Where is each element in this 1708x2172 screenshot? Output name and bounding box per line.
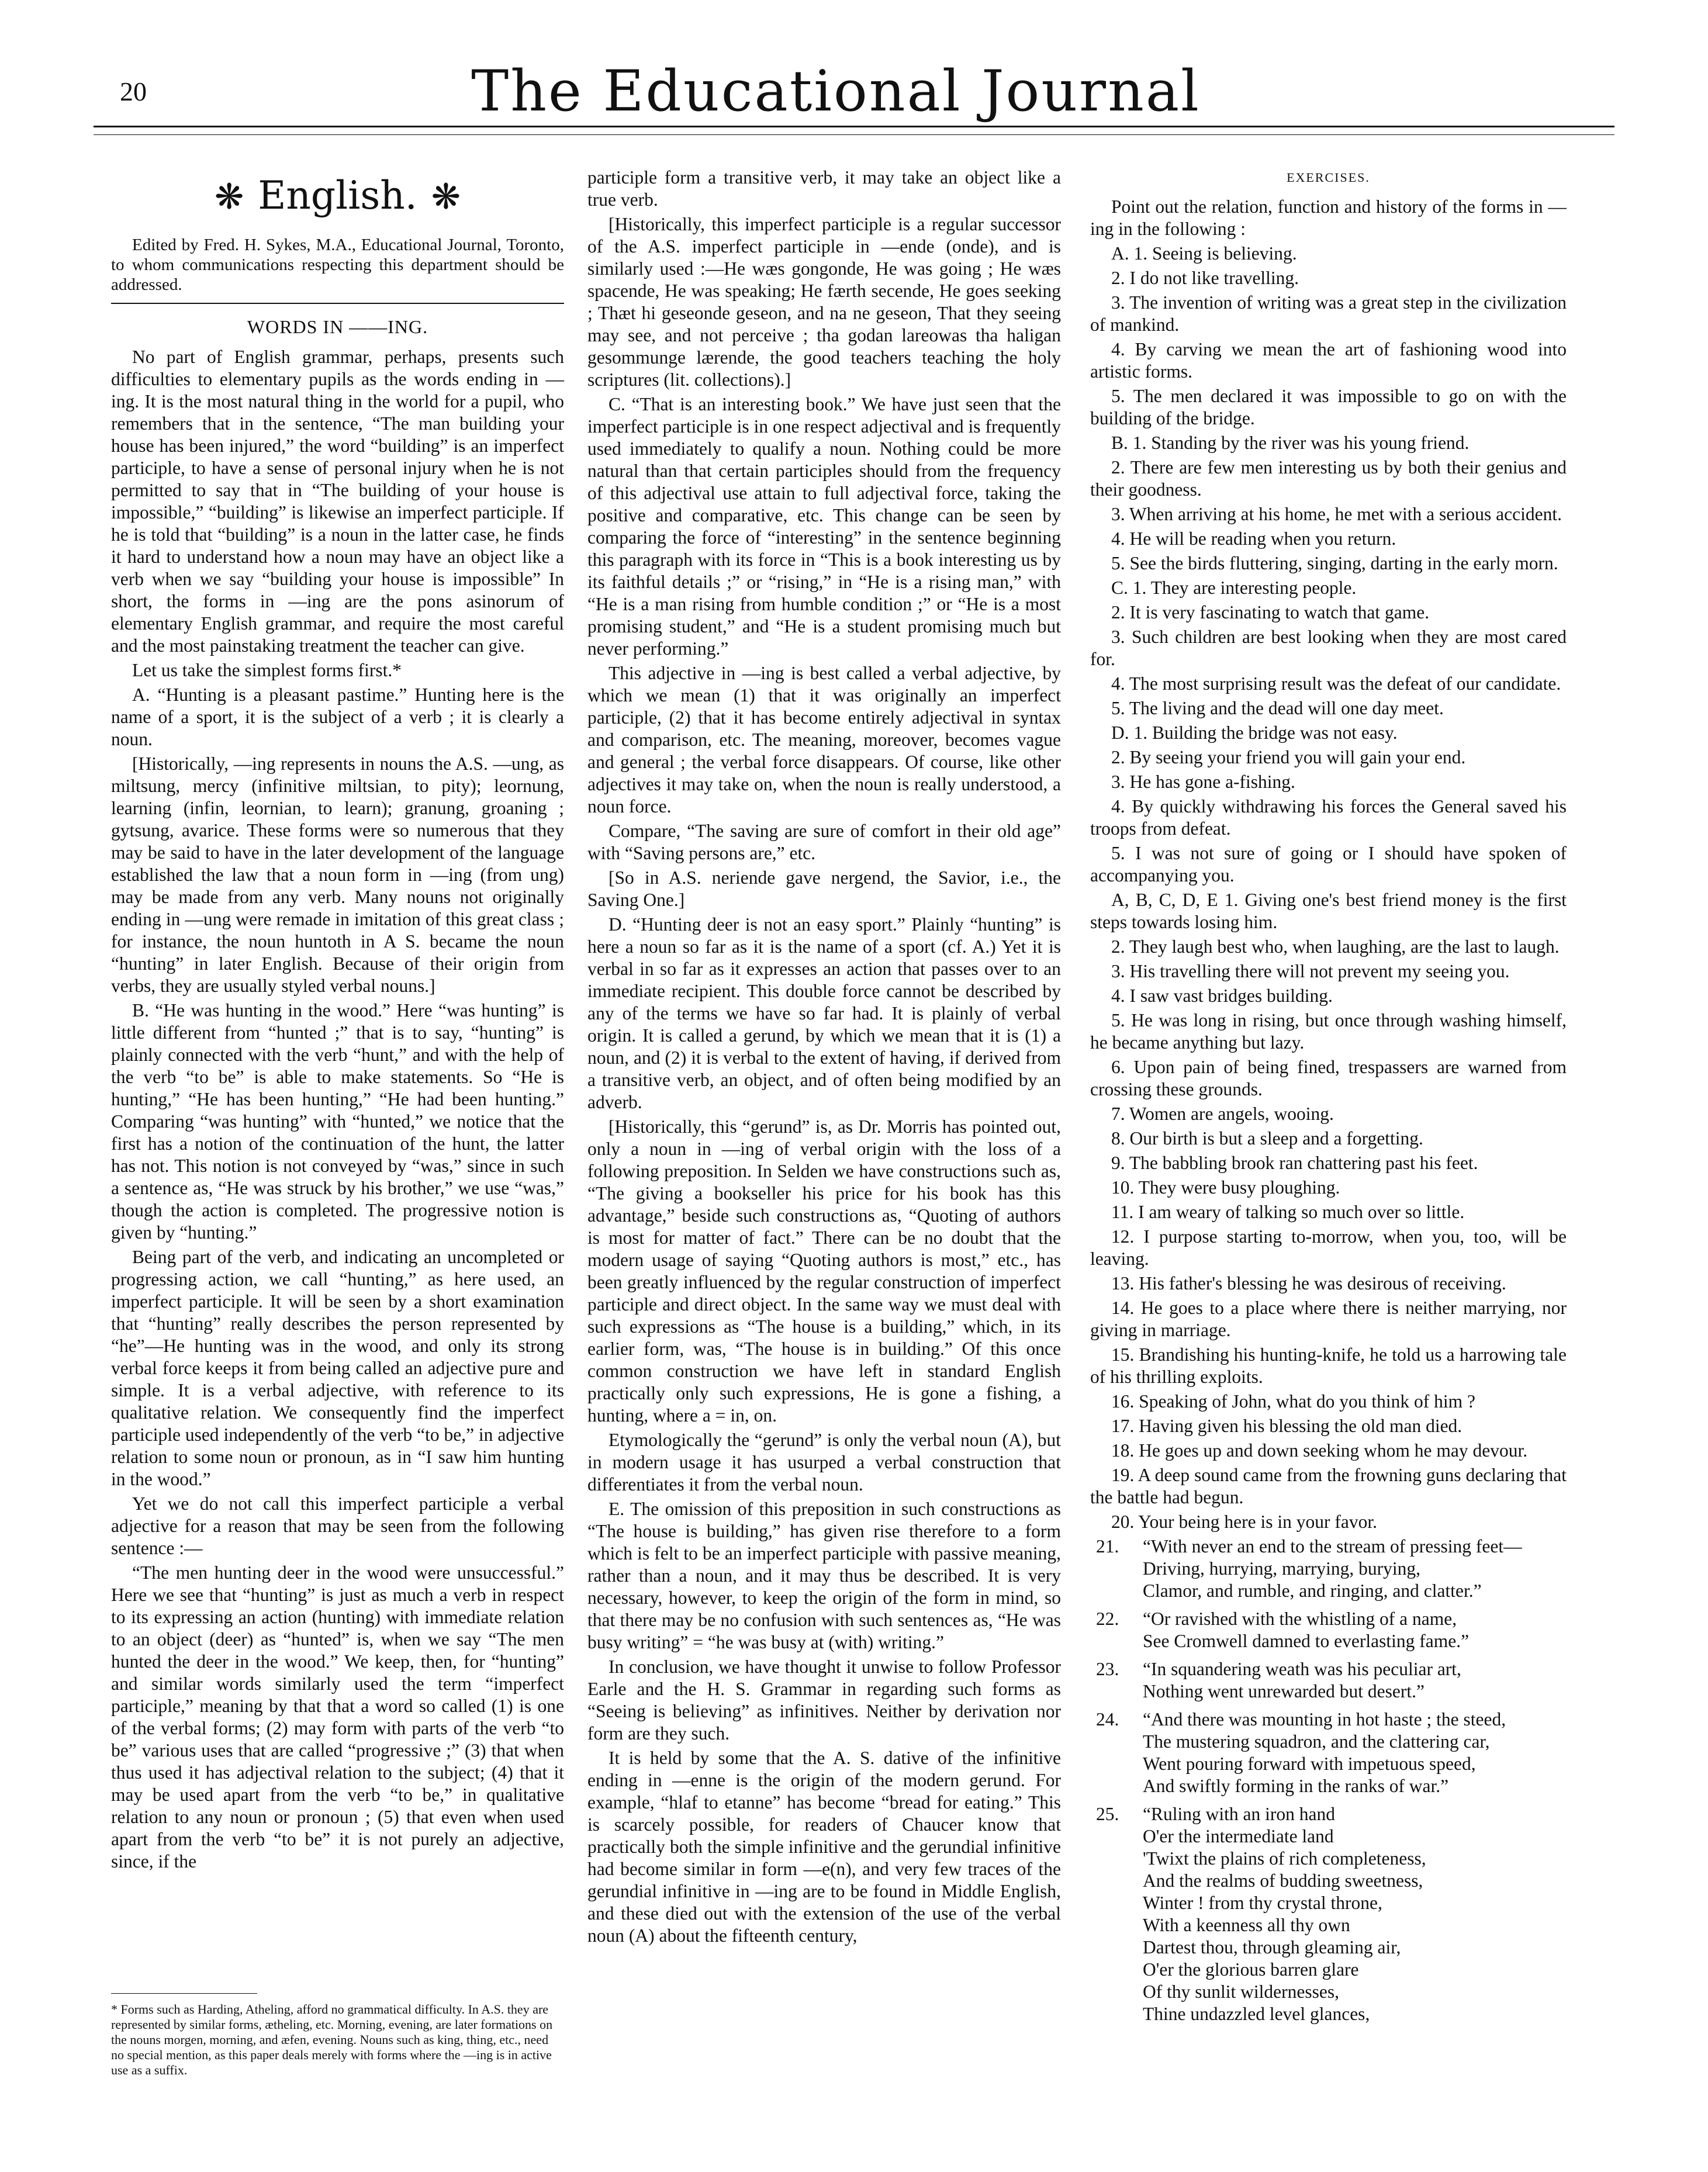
poem-line: 'Twixt the plains of rich completeness, xyxy=(1143,1848,1426,1869)
exercise-item: 16. Speaking of John, what do you think of him ? xyxy=(1111,1391,1475,1412)
poem-text: “In squandering weath was his peculiar art, xyxy=(1143,1659,1461,1679)
article-title: WORDS IN ——ING. xyxy=(247,316,428,337)
poem-line: Dartest thou, through gleaming air, xyxy=(1143,1937,1401,1957)
footnote-rule xyxy=(111,1993,257,1994)
paragraph: Etymologically the “gerund” is only the verbal noun (A), but in modern usage it has usurped a verbal construction that differentiates it from the verbal noun. xyxy=(587,1430,1061,1495)
poem-line xyxy=(1096,1658,1567,1680)
exercise-item: 2. By seeing your friend you will gain your end. xyxy=(1111,747,1466,767)
column-1 xyxy=(111,167,564,1875)
exercise-item: 3. The invention of writing was a great step in the civilization of mankind. xyxy=(1090,292,1567,335)
exercise-item: 4. I saw vast bridges building. xyxy=(1111,985,1333,1006)
footnote: * Forms such as Harding, Atheling, afford no grammatical difficulty. In A.S. they are represented by similar forms, ætheling, etc. Morning, evening, are later formations on the nouns morgen, morning, and æfen, evening. Nouns such as king, thing, etc., need no special mention, as this paper deals merely with forms where the —ing is in active use as a suffix. xyxy=(111,2002,553,2077)
paragraph: Yet we do not call this imperfect participle a verbal adjective for a reason that may be seen from the following sentence :— xyxy=(111,1493,564,1558)
ornament-icon: ❋ xyxy=(214,177,244,217)
exercise-item: 5. I was not sure of going or I should have spoken of accompanying you. xyxy=(1090,843,1567,886)
poem-line: Thine undazzled level glances, xyxy=(1143,2004,1370,2024)
poem-text: “Ruling with an iron hand xyxy=(1143,1804,1335,1824)
poem-exercise xyxy=(1090,1608,1567,1652)
poem-line: And the realms of budding sweetness, xyxy=(1143,1870,1423,1891)
exercise-item: 4. By quickly withdrawing his forces the General saved his troops from defeat. xyxy=(1090,796,1567,839)
poem-line: Clamor, and rumble, and ringing, and clatter.” xyxy=(1143,1580,1482,1601)
paragraph: Let us take the simplest forms first.* xyxy=(132,660,402,680)
paragraph: A. “Hunting is a pleasant pastime.” Hunting here is the name of a sport, it is the subject of a verb ; it is clearly a noun. xyxy=(111,684,564,749)
exercise-item: 13. His father's blessing he was desirous of receiving. xyxy=(1111,1273,1506,1293)
department-title: English. xyxy=(258,173,417,218)
exercise-item: 5. See the birds fluttering, singing, darting in the early morn. xyxy=(1111,553,1558,573)
exercise-item: 2. There are few men interesting us by both their genius and their goodness. xyxy=(1090,457,1567,500)
exercise-item: 5. The men declared it was impossible to go on with the building of the bridge. xyxy=(1090,386,1567,428)
header-rule-thin xyxy=(94,134,1614,135)
exercise-item: 4. The most surprising result was the defeat of our candidate. xyxy=(1111,673,1561,694)
column-3 xyxy=(1090,167,1567,2031)
divider xyxy=(111,303,564,304)
paragraph: B. “He was hunting in the wood.” Here “was hunting” is little different from “hunted ;” that is to say, “hunting” is plainly connected with the verb “hunt,” and with the help of the verb “to be” is able to make statements. So “He is hunting,” “He has been hunting,” “He had been hunting.” Comparing “was hunting” with “hunted,” we notice that the first has a notion of the continuation of the hunt, the latter has not. This notion is not conveyed by “was,” since in such a sentence as, “He was struck by his brother,” we use “was,” though the action is completed. The progressive notion is given by “hunting.” xyxy=(111,1000,564,1243)
exercise-item: 8. Our birth is but a sleep and a forgetting. xyxy=(1111,1128,1423,1149)
paragraph: In conclusion, we have thought it unwise to follow Professor Earle and the H. S. Grammar in regarding such forms as “Seeing is believing” as infinitives. Neither by derivation nor form are they such. xyxy=(587,1656,1061,1744)
paragraph: E. The omission of this preposition in such constructions as “The house is building,” has given rise therefore to a form which is felt to be an imperfect participle with passive meaning, rather than a noun, and it may thus be described. It is very necessary, however, to keep the origin of the form in mind, so that there may be no confusion with such sentences as, “He was busy writing” = “he was busy at (with) writing.” xyxy=(587,1499,1061,1652)
paragraph: [Historically, this imperfect participle is a regular successor of the A.S. imperfect participle in —ende (onde), and is similarly used :—He wæs gongonde, He was going ; He wæs spacende, He was speaking; He færth secende, He goes seeking ; Thæt hi geseonde geseon, and na ne geseon, That they seeing may see, and not perceive ; tha godan lareowas tha haligan gesommunge lærende, the good teachers teaching the holy scriptures (lit. collections).] xyxy=(587,214,1061,390)
poem-line: Of thy sunlit wildernesses, xyxy=(1143,1981,1339,2002)
paragraph: Being part of the verb, and indicating an uncompleted or progressing action, we call “hunting,” as here used, an imperfect participle. It will be seen by a short examination that “hunting” really describes the person represented by “he”—He hunting was in the wood, and only its strong verbal force keeps it from being called an adjective pure and simple. It is a verbal adjective, with reference to its qualitative relation. We consequently find the imperfect participle used independently of the verb “to be,” in adjective relation to some noun or pronoun, as in “I saw him hunting in the wood.” xyxy=(111,1247,564,1489)
exercises-title: EXERCISES. xyxy=(1287,170,1370,185)
exercise-item: D. 1. Building the bridge was not easy. xyxy=(1111,722,1398,743)
poem-line: The mustering squadron, and the clattering car, xyxy=(1143,1731,1490,1752)
exercise-item: 12. I purpose starting to-morrow, when you, too, will be leaving. xyxy=(1090,1226,1567,1269)
exercise-item: 6. Upon pain of being fined, trespassers are warned from crossing these grounds. xyxy=(1090,1057,1567,1099)
exercise-item: 10. They were busy ploughing. xyxy=(1111,1177,1340,1198)
exercise-item: 17. Having given his blessing the old man died. xyxy=(1111,1416,1462,1436)
exercise-number: 23. xyxy=(1096,1659,1119,1679)
poem-line: With a keenness all thy own xyxy=(1143,1915,1350,1935)
poem-line: See Cromwell damned to everlasting fame.” xyxy=(1143,1631,1470,1651)
exercise-number: 24. xyxy=(1096,1709,1119,1730)
poem-list xyxy=(1090,1535,1567,2025)
paragraph: [So in A.S. neriende gave nergend, the Savior, i.e., the Saving One.] xyxy=(587,867,1061,910)
exercise-item: 7. Women are angels, wooing. xyxy=(1111,1104,1334,1124)
exercise-item: A. 1. Seeing is believing. xyxy=(1111,243,1297,264)
poem-line: And swiftly forming in the ranks of war.” xyxy=(1143,1776,1449,1796)
paragraph: It is held by some that the A. S. dative of the infinitive ending in —enne is the origin of the modern gerund. For example, “hlaf to etanne” has become “bread for eating.” This is scarcely possible, for readers of Chaucer know that practically both the simple infinitive and the gerundial infinitive had become similar in form —e(n), and very few traces of the gerundial infinitive in —ing are to be found in Middle English, and these died out with the extension of the use of the verbal noun (A) about the fifteenth century, xyxy=(587,1748,1061,1946)
paragraph: participle form a transitive verb, it may take an object like a true verb. xyxy=(587,167,1061,210)
exercise-item: 3. Such children are best looking when they are most cared for. xyxy=(1090,627,1567,669)
header-rule xyxy=(94,126,1614,127)
exercise-item: 5. The living and the dead will one day meet. xyxy=(1111,698,1444,718)
exercise-item: 11. I am weary of talking so much over so little. xyxy=(1111,1202,1465,1222)
poem-line: Nothing went unrewarded but desert.” xyxy=(1143,1681,1425,1701)
poem-line: Driving, hurrying, marrying, burying, xyxy=(1143,1558,1421,1579)
paragraph: “The men hunting deer in the wood were unsuccessful.” Here we see that “hunting” is just as much a verb in respect to its expressing an action (hunting) with immediate relation to an object (deer) as “hunted” is, when we say “The men hunted the deer in the wood.” We keep, then, for “hunting” and similar words similarly used the term “imperfect participle,” meaning by that that a word so called (1) is one of the verbal forms; (2) may form with parts of the verb “to be” various uses that are called “progressive ;” (3) that when thus used it has adjectival relation to the subject; (4) that it may be used apart from the verb “to be,” in qualitative relation to any noun or pronoun ; (5) that even when used apart from the verb “to be” it is not purely an adjective, since, if the xyxy=(111,1562,564,1872)
poem-line: Winter ! from thy crystal throne, xyxy=(1143,1893,1382,1913)
masthead: The Educational Journal xyxy=(471,58,1201,124)
exercise-item: 2. They laugh best who, when laughing, are the last to laugh. xyxy=(1111,936,1560,957)
exercise-item: 14. He goes to a place where there is neither marrying, nor giving in marriage. xyxy=(1090,1298,1567,1340)
paragraph: This adjective in —ing is best called a verbal adjective, by which we mean (1) that it was originally an imperfect participle, (2) that it has become entirely adjectival in syntax and comparison, etc. The meaning, moreover, becomes vague and general ; the verbal force disappears. Of course, like other adjectives it may take on, when the noun is really understood, a noun force. xyxy=(587,663,1061,817)
exercise-item: 9. The babbling brook ran chattering past his feet. xyxy=(1111,1153,1478,1173)
poem-line: O'er the glorious barren glare xyxy=(1143,1959,1359,1980)
exercises-intro: Point out the relation, function and history of the forms in —ing in the following : xyxy=(1090,196,1567,239)
paragraph: D. “Hunting deer is not an easy sport.” Plainly “hunting” is here a noun so far as it is the name of a sport (cf. A.) Yet it is verbal in so far as it expresses an action that passes over to an immediate recipient. This double force cannot be described by any of the terms we have so far had. It is plainly of verbal origin. It is called a gerund, by which we mean that it is (1) a noun, and (2) it is verbal to the extent of having, if derived from a transitive verb, an object, and of often being modified by an adverb. xyxy=(587,914,1061,1112)
exercise-item: A, B, C, D, E 1. Giving one's best friend money is the first steps towards losing him. xyxy=(1090,890,1567,932)
poem-text: “Or ravished with the whistling of a name, xyxy=(1143,1609,1457,1629)
exercise-item: 20. Your being here is in your favor. xyxy=(1111,1512,1377,1532)
exercise-item: 19. A deep sound came from the frowning guns declaring that the battle had begun. xyxy=(1090,1465,1567,1507)
exercise-item: B. 1. Standing by the river was his young friend. xyxy=(1111,433,1470,453)
department-heading xyxy=(111,172,564,220)
exercise-item: 2. It is very fascinating to watch that game. xyxy=(1111,602,1430,622)
exercise-number: 21. xyxy=(1096,1536,1119,1557)
exercise-item: 3. His travelling there will not prevent my seeing you. xyxy=(1111,961,1510,981)
poem-line xyxy=(1096,1803,1567,1825)
poem-exercise xyxy=(1090,1803,1567,2025)
page-number: 20 xyxy=(120,77,147,106)
paragraph: No part of English grammar, perhaps, presents such difficulties to elementary pupils as the words ending in —ing. It is the most natural thing in the world for a pupil, who remembers that in the sentence, “The man building your house has been injured,” the word “building” is an imperfect participle, to have a sense of personal injury when he is not permitted to say that in “The building of your house is impossible,” “building” is likewise an imperfect participle. If he is told that “building” is a noun in the latter case, he finds it hard to understand how a noun may have an object like a verb when we say “building your house is impossible” In short, the forms in —ing are the pons asinorum of elementary English grammar, and require the most careful and the most painstaking treatment the teacher can give. xyxy=(111,347,564,656)
poem-line: Went pouring forward with impetuous speed, xyxy=(1143,1753,1476,1774)
poem-exercise xyxy=(1090,1658,1567,1703)
editor-note: Edited by Fred. H. Sykes, M.A., Educational Journal, Toronto, to whom communications respecting this department should be addressed. xyxy=(111,236,564,294)
exercise-item: 15. Brandishing his hunting-knife, he told us a harrowing tale of his thrilling exploits. xyxy=(1090,1344,1567,1387)
poem-line: O'er the intermediate land xyxy=(1143,1826,1334,1846)
ornament-icon: ❋ xyxy=(431,177,461,217)
poem-text: “With never an end to the stream of pressing feet— xyxy=(1143,1536,1522,1557)
exercise-item: 4. By carving we mean the art of fashioning wood into artistic forms. xyxy=(1090,339,1567,382)
poem-line xyxy=(1096,1608,1567,1630)
exercise-item: C. 1. They are interesting people. xyxy=(1111,577,1357,598)
exercise-item: 4. He will be reading when you return. xyxy=(1111,528,1396,549)
paragraph: [Historically, this “gerund” is, as Dr. Morris has pointed out, only a noun in —ing of verbal origin with the loss of a following preposition. In Selden we have constructions such as, “The giving a bookseller his price for his book has this advantage,” beside such constructions as, “Quoting of authors is most for matter of fact.” There can be no doubt that the modern usage of saying “Quoting authors is most,” etc., has been greatly influenced by the regular construction of imperfect participle and direct object. In the same way we must deal with such expressions as “The house is a building,” which, in its earlier form, was, “The house is in building.” Of this once common construction we have left in standard English practically only such expressions, He is gone a fishing, a hunting, where a = in, on. xyxy=(587,1116,1061,1426)
poem-line xyxy=(1096,1535,1567,1558)
column-2 xyxy=(587,167,1061,1949)
exercise-item: 3. When arriving at his home, he met with a serious accident. xyxy=(1111,504,1562,524)
paragraph: C. “That is an interesting book.” We have just seen that the imperfect participle is in one respect adjectival and is frequently used immediately to qualify a noun. Nothing could be more natural than that certain participles should from the frequency of this adjectival use attain to full adjectival force, taking the positive and comparative, etc. This change can be seen by comparing the force of “interesting” in the sentence beginning this paragraph with its force in “This is a book interesting us by its faithful details ;” or “rising,” in “He is a rising man,” with “He is a man rising from humble condition ;” or “He is a most promising student,” and “He is a student promising much but never performing.” xyxy=(587,394,1061,659)
exercise-item: 5. He was long in rising, but once through washing himself, he became anything but lazy. xyxy=(1090,1010,1567,1053)
exercise-item: 3. He has gone a-fishing. xyxy=(1111,772,1295,792)
exercise-list xyxy=(1090,243,1567,1533)
exercise-number: 22. xyxy=(1096,1609,1119,1629)
poem-line xyxy=(1096,1708,1567,1731)
poem-exercise xyxy=(1090,1708,1567,1797)
exercise-item: 2. I do not like travelling. xyxy=(1111,268,1299,288)
exercise-item: 18. He goes up and down seeking whom he may devour. xyxy=(1111,1440,1528,1461)
exercise-number: 25. xyxy=(1096,1804,1119,1824)
paragraph: Compare, “The saving are sure of comfort in their old age” with “Saving persons are,” etc. xyxy=(587,821,1061,863)
poem-exercise xyxy=(1090,1535,1567,1602)
poem-text: “And there was mounting in hot haste ; the steed, xyxy=(1143,1709,1506,1730)
paragraph: [Historically, —ing represents in nouns the A.S. —ung, as miltsung, mercy (infinitive miltsian, to pity); leornung, learning (infin, leornian, to learn); granung, groaning ; gytsung, avarice. These forms were so numerous that they may be said to have in the later development of the language established the law that a noun form in —ing (from ung) may be made from any verb. Many nouns not originally ending in —ung were remade in imitation of this great class ; for instance, the noun huntoth in A S. became the noun “hunting” in later English. Because of their origin from verbs, they are usually styled verbal nouns.] xyxy=(111,753,564,996)
